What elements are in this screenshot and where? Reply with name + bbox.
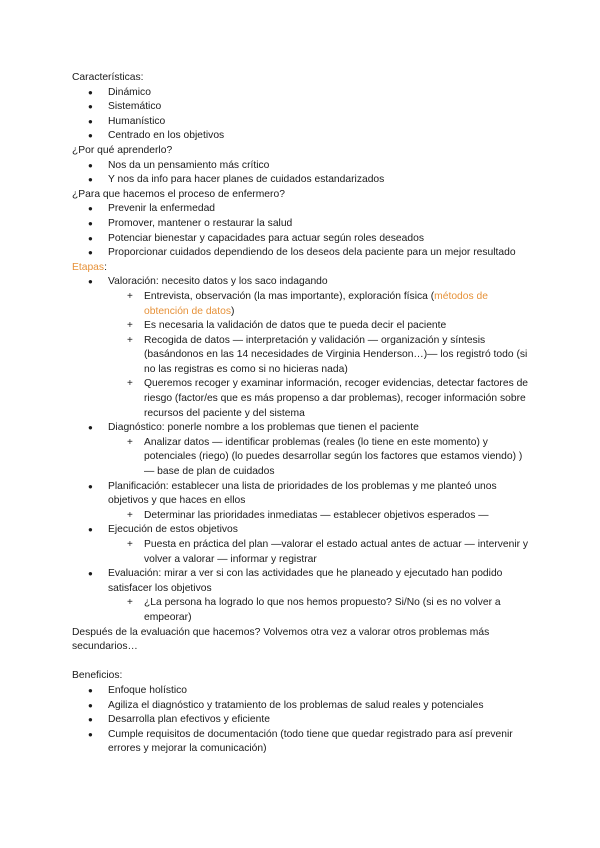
list-item: ● Nos da un pensamiento más crítico — [72, 159, 532, 174]
etapa-planificacion — [72, 480, 532, 524]
heading-porque: ¿Por qué aprenderlo? — [72, 144, 173, 156]
etapa-ejecucion-label: Ejecución de estos objetivos — [108, 524, 238, 536]
list-item: ● Centrado en los objetivos — [72, 129, 532, 144]
list-item: ● Prevenir la enfermedad — [72, 202, 532, 217]
heading-para-que: ¿Para que hacemos el proceso de enfermero? — [72, 188, 285, 200]
list-item: ● Enfoque holístico — [72, 684, 532, 699]
list-item: + Puesta en práctica del plan —valorar el estado actual antes de actuar — intervenir y volver a valorar — informar y registrar — [108, 538, 532, 567]
list-item: + Queremos recoger y examinar información, recoger evidencias, detectar factores de riesgo (factor/es que es más propenso a dar problemas), recoger información sobre recursos del paciente y del sistema — [108, 377, 532, 421]
list-item: + Analizar datos — identificar problemas (reales (lo tiene en este momento) y potenciales (riego) (lo puedes desarrollar según los factores que estamos viendo) ) — base de plan de cuidados — [108, 436, 532, 480]
blank-line — [72, 655, 532, 670]
list-item: + Es necesaria la validación de datos que te pueda decir el paciente — [108, 319, 532, 334]
list-item: ● Cumple requisitos de documentación (todo tiene que quedar registrado para así prevenir errores y mejorar la comunicación) — [72, 728, 532, 757]
list-item: ● Proporcionar cuidados dependiendo de los deseos dela paciente para un mejor resultado — [72, 246, 532, 261]
list-etapas — [72, 275, 532, 625]
sublist-diagnostico — [108, 436, 532, 480]
etapa-planificacion-label: Planificación: establecer una lista de prioridades de los problemas y me planteó unos objetivos y que haces en ellos — [108, 480, 497, 507]
etapa-diagnostico — [72, 421, 532, 479]
heading-caracteristicas: Características: — [72, 72, 144, 83]
list-item: ● Desarrolla plan efectivos y eficiente — [72, 713, 532, 728]
sub-text-end: ) — [231, 305, 235, 317]
etapa-valoracion — [72, 275, 532, 421]
etapa-ejecucion — [72, 523, 532, 567]
list-item: ● Sistemático — [72, 100, 532, 115]
etapa-evaluacion — [72, 567, 532, 625]
paragraph-despues: Después de la evaluación que hacemos? Volvemos otra vez a valorar otros problemas más secundarios… — [72, 626, 490, 653]
metodos-link[interactable]: métodos de obtención de datos — [144, 290, 488, 317]
list-item: ● Agiliza el diagnóstico y tratamiento de los problemas de salud reales y potenciales — [72, 699, 532, 714]
list-caracteristicas — [72, 86, 532, 144]
etapa-evaluacion-label: Evaluación: mirar a ver si con las actividades que he planeado y ejecutado han podido satisfacer los objetivos — [108, 568, 503, 594]
list-item: + Determinar las prioridades inmediatas — establecer objetivos esperados — — [108, 509, 532, 524]
list-item: ● Y nos da info para hacer planes de cuidados estandarizados — [72, 173, 532, 188]
sublist-evaluacion — [108, 596, 532, 625]
list-para-que — [72, 202, 532, 260]
heading-etapas — [72, 261, 532, 276]
list-item — [108, 290, 532, 319]
list-item: + ¿La persona ha logrado lo que nos hemos propuesto? Si/No (si es no volver a empeorar) — [108, 596, 532, 625]
list-item: ● Humanístico — [72, 115, 532, 130]
list-item: ● Dinámico — [72, 86, 532, 101]
list-item: ● Potenciar bienestar y capacidades para actuar según roles deseados — [72, 232, 532, 247]
document-page — [72, 71, 532, 757]
sublist-ejecucion — [108, 538, 532, 567]
sublist-valoracion — [108, 290, 532, 421]
list-beneficios — [72, 684, 532, 757]
list-item: ● Promover, mantener o restaurar la salud — [72, 217, 532, 232]
sub-text: Entrevista, observación (la mas importante), exploración física ( — [144, 290, 435, 302]
list-item: + Recogida de datos — interpretación y validación — organización y síntesis (basándonos en las 14 necesidades de Virginia Henderson…)— los registró todo (si no las registras es como si no hicieras nada) — [108, 334, 532, 378]
list-porque — [72, 159, 532, 188]
etapas-link[interactable]: Etapas — [72, 261, 105, 273]
etapas-colon: : — [104, 261, 107, 273]
heading-beneficios: Beneficios: — [72, 670, 123, 682]
sublist-planificacion — [108, 509, 532, 524]
etapa-valoracion-label: Valoración: necesito datos y los saco indagando — [108, 276, 328, 288]
etapa-diagnostico-label: Diagnóstico: ponerle nombre a los problemas que tienen el paciente — [108, 422, 419, 434]
